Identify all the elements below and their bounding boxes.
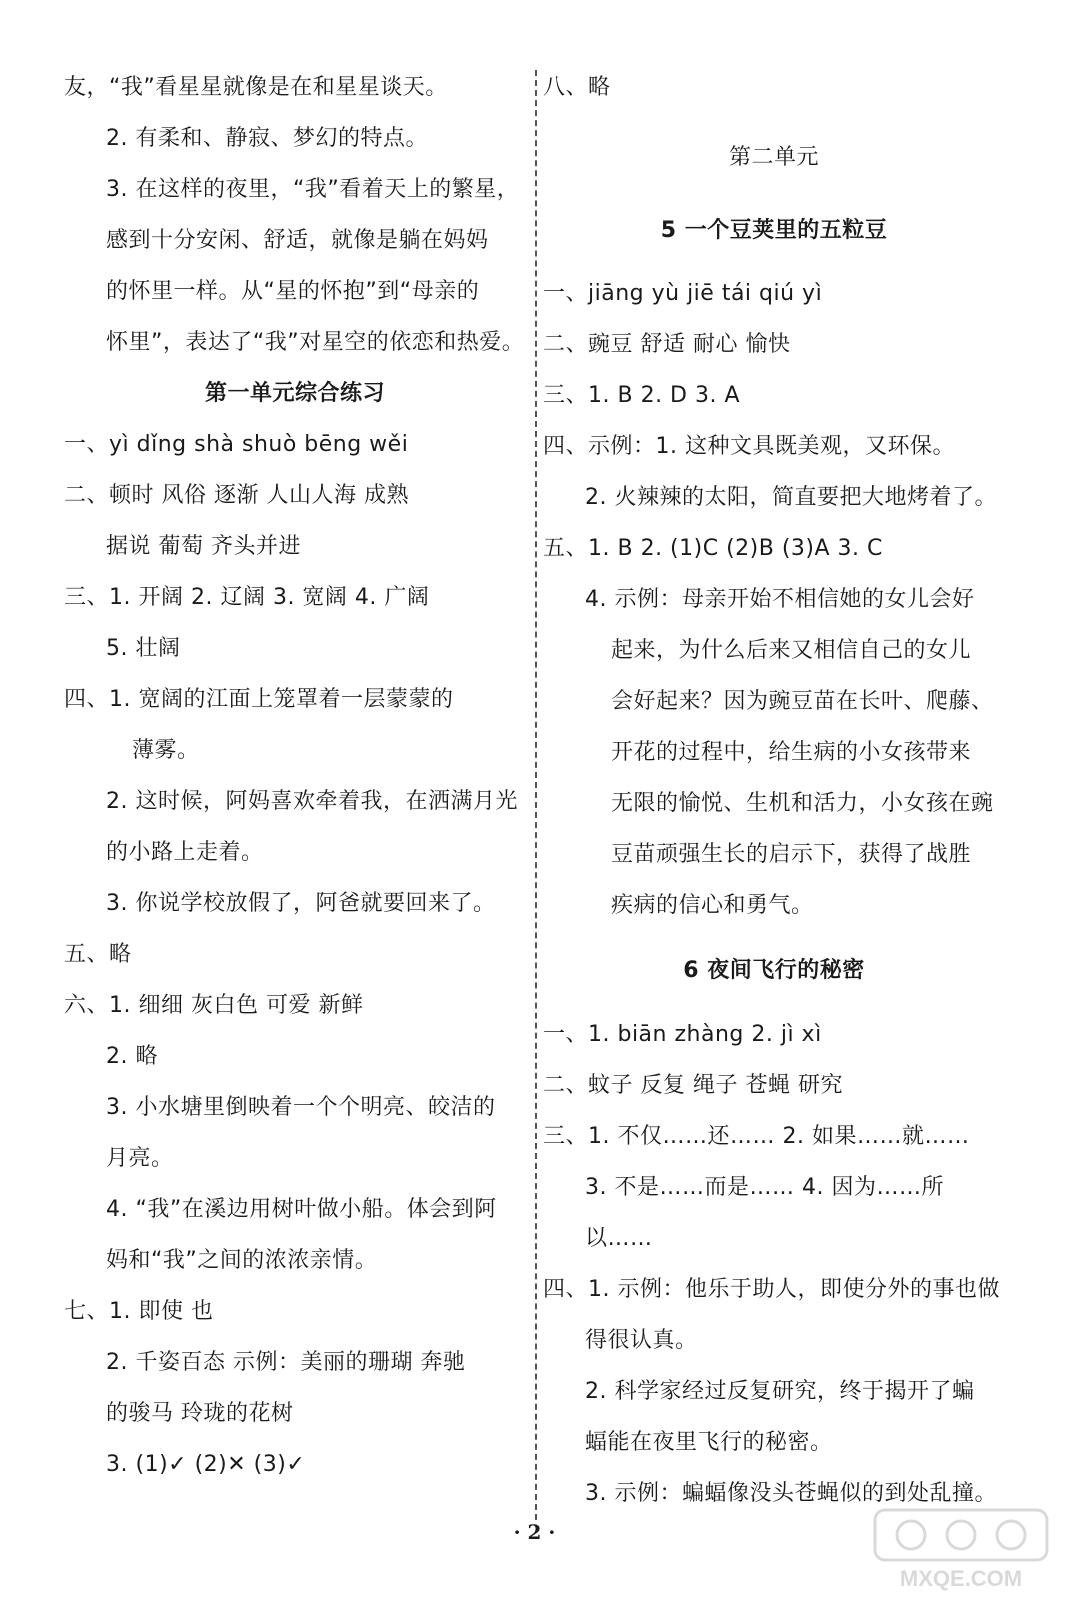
answer-line: 三、1. 开阔 2. 辽阔 3. 宽阔 4. 广阔 xyxy=(64,585,430,610)
answer-line: 4. “我”在溪边用树叶做小船。体会到阿 xyxy=(106,1197,497,1222)
text-line: 开花的过程中，给生病的小女孩带来 xyxy=(611,740,972,765)
answer-line: 一、jiāng yù jiē tái qiú yì xyxy=(543,281,823,306)
answer-line: 六、1. 细细 灰白色 可爱 新鲜 xyxy=(64,993,364,1018)
answer-line: 3. (1)✓ (2)✕ (3)✓ xyxy=(106,1452,306,1477)
answer-line: 三、1. B 2. D 3. A xyxy=(543,383,741,408)
answer-line: 二、顿时 风俗 逐渐 人山人海 成熟 xyxy=(64,483,409,508)
watermark-logo xyxy=(871,1506,1051,1592)
answer-line: 七、1. 即使 也 xyxy=(64,1299,214,1324)
left-column xyxy=(64,62,526,1490)
answer-line: 一、yì dǐng shà shuò bēng wěi xyxy=(64,432,409,457)
answer-line: 四、示例：1. 这种文具既美观，又环保。 xyxy=(543,434,955,459)
answer-line: 2. 这时候，阿妈喜欢牵着我，在洒满月光 xyxy=(106,789,518,814)
answer-line: 八、略 xyxy=(543,75,611,100)
text-line: 得很认真。 xyxy=(585,1328,698,1353)
page-number: · 2 · xyxy=(513,1520,556,1544)
text-line: 会好起来？因为豌豆苗在长叶、爬藤、 xyxy=(611,689,994,714)
text-line: 妈和“我”之间的浓浓亲情。 xyxy=(106,1248,378,1273)
text-line: 感到十分安闲、舒适，就像是躺在妈妈 xyxy=(106,228,489,253)
unit-title: 第二单元 xyxy=(728,145,819,170)
answer-line: 五、1. B 2. (1)C (2)B (3)A 3. C xyxy=(543,536,883,561)
answer-line: 3. 示例：蝙蝠像没头苍蝇似的到处乱撞。 xyxy=(585,1481,997,1506)
answer-line: 3. 小水塘里倒映着一个个明亮、皎洁的 xyxy=(106,1095,496,1120)
answer-line: 三、1. 不仅……还…… 2. 如果……就…… xyxy=(543,1124,970,1149)
answer-line: 一、1. biān zhàng 2. jì xì xyxy=(543,1022,822,1047)
answer-line: 四、1. 示例：他乐于助人，即使分外的事也做 xyxy=(543,1277,1000,1302)
text-line: 无限的愉悦、生机和活力，小女孩在豌 xyxy=(611,791,994,816)
answer-line: 3. 你说学校放假了，阿爸就要回来了。 xyxy=(106,891,496,916)
text-line: 薄雾。 xyxy=(132,738,200,763)
section-title: 第一单元综合练习 xyxy=(204,381,385,406)
text-line: 起来，为什么后来又相信自己的女儿 xyxy=(611,638,972,663)
column-divider xyxy=(535,70,537,1520)
lesson-title: 5 一个豆荚里的五粒豆 xyxy=(660,218,888,243)
text-line: 的骏马 玲珑的花树 xyxy=(106,1401,294,1426)
answer-line: 二、蚊子 反复 绳子 苍蝇 研究 xyxy=(543,1073,843,1098)
lesson-title: 6 夜间飞行的秘密 xyxy=(683,958,865,983)
answer-line: 四、1. 宽阔的江面上笼罩着一层蒙蒙的 xyxy=(64,687,454,712)
answer-line: 3. 在这样的夜里，“我”看着天上的繁星， xyxy=(106,177,520,202)
text-line: 豆苗顽强生长的启示下，获得了战胜 xyxy=(611,842,972,867)
text-line: 疾病的信心和勇气。 xyxy=(611,893,814,918)
answer-line: 2. 略 xyxy=(106,1044,158,1069)
answer-line: 2. 科学家经过反复研究，终于揭开了蝙 xyxy=(585,1379,975,1404)
text-line: 的小路上走着。 xyxy=(106,840,264,865)
right-column xyxy=(543,62,1005,1519)
watermark-text: MXQE.COM xyxy=(899,1566,1023,1591)
answer-line: 2. 千姿百态 示例：美丽的珊瑚 奔驰 xyxy=(106,1350,466,1375)
answer-line: 5. 壮阔 xyxy=(106,636,181,661)
answer-line: 2. 火辣辣的太阳，简直要把大地烤着了。 xyxy=(585,485,997,510)
text-line: 蝠能在夜里飞行的秘密。 xyxy=(585,1430,833,1455)
answer-line: 4. 示例：母亲开始不相信她的女儿会好 xyxy=(585,587,975,612)
text-line: 以…… xyxy=(585,1226,653,1251)
answer-line: 五、略 xyxy=(64,942,132,967)
text-line: 的怀里一样。从“星的怀抱”到“母亲的 xyxy=(106,279,480,304)
answer-line: 二、豌豆 舒适 耐心 愉快 xyxy=(543,332,791,357)
text-line: 怀里”，表达了“我”对星空的依恋和热爱。 xyxy=(106,330,525,355)
answer-line: 3. 不是……而是…… 4. 因为……所 xyxy=(585,1175,944,1200)
text-line: 据说 葡萄 齐头并进 xyxy=(106,534,301,559)
answer-line: 2. 有柔和、静寂、梦幻的特点。 xyxy=(106,126,428,151)
text-line: 月亮。 xyxy=(106,1146,174,1171)
text-line: 友，“我”看星星就像是在和星星谈天。 xyxy=(64,75,448,100)
